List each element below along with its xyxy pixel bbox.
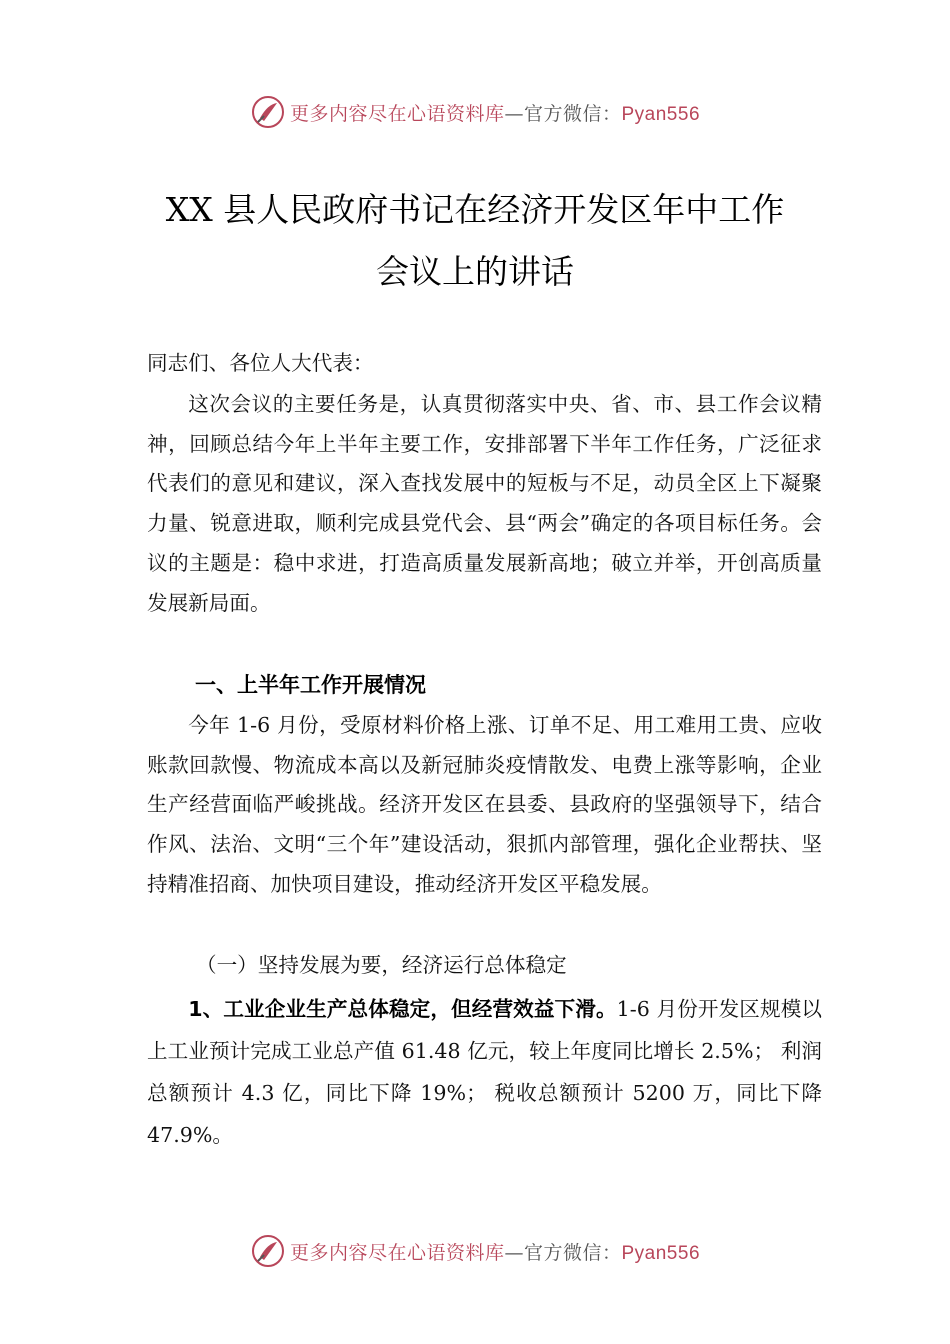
subsection-heading-1: （一）坚持发展为要，经济运行总体稳定 — [196, 953, 567, 977]
brand-logo-icon — [250, 1233, 286, 1269]
banner-brand: 更多内容尽在心语资料库 — [289, 102, 505, 125]
banner-text — [290, 1238, 700, 1265]
banner-wechat-label: 官方微信： — [523, 102, 622, 125]
section-heading-1: 一、上半年工作开展情况 — [195, 673, 426, 697]
item1-text: 1-6 月份开发区规模以上工业预计完成工业总产值 61.48 亿元，较上年度同比增长 2.5%； 利润总额预计 4.3 亿，同比下降 19%； 税收总额预计 5200 万，同比下降 47.9%。 — [147, 997, 822, 1147]
footer-banner — [0, 1233, 950, 1269]
banner-separator: — — [504, 1241, 524, 1264]
banner-wechat-label: 官方微信： — [523, 1241, 622, 1264]
document-title-line1: XX 县人民政府书记在经济开发区年中工作 — [165, 190, 785, 229]
paragraph-item1 — [147, 988, 822, 1156]
header-banner — [0, 94, 950, 130]
document-title-line2: 会议上的讲话 — [376, 252, 574, 291]
paragraph-section1: 今年 1-6 月份，受原材料价格上涨、订单不足、用工难用工贵、应收账款回款慢、物流成本高以及新冠肺炎疫情散发、电费上涨等影响，企业生产经营面临严峻挑战。经济开发区在县委、县政府的坚强领导下，结合作风、法治、文明“三个年”建设活动，狠抓内部管理，强化企业帮扶、坚持精准招商、加快项目建设，推动经济开发区平稳发展。 — [147, 713, 822, 896]
banner-wechat-id: Pyan556 — [621, 103, 701, 125]
brand-logo-icon — [250, 94, 286, 130]
paragraph-intro: 这次会议的主要任务是，认真贯彻落实中央、省、市、县工作会议精神，回顾总结今年上半年主要工作，安排部署下半年工作任务，广泛征求代表们的意见和建议，深入查找发展中的短板与不足，动员全区上下凝聚力量、锐意进取，顺利完成县党代会、县“两会”确定的各项目标任务。会议的主题是：稳中求进，打造高质量发展新高地；破立并举，开创高质量发展新局面。 — [147, 392, 822, 615]
greeting: 同志们、各位人大代表： — [147, 351, 374, 375]
banner-separator: — — [504, 102, 524, 125]
banner-text — [290, 99, 700, 126]
banner-brand: 更多内容尽在心语资料库 — [289, 1241, 505, 1264]
item1-lead: 1、工业企业生产总体稳定，但经营效益下滑。 — [188, 997, 617, 1021]
banner-wechat-id: Pyan556 — [621, 1242, 701, 1264]
